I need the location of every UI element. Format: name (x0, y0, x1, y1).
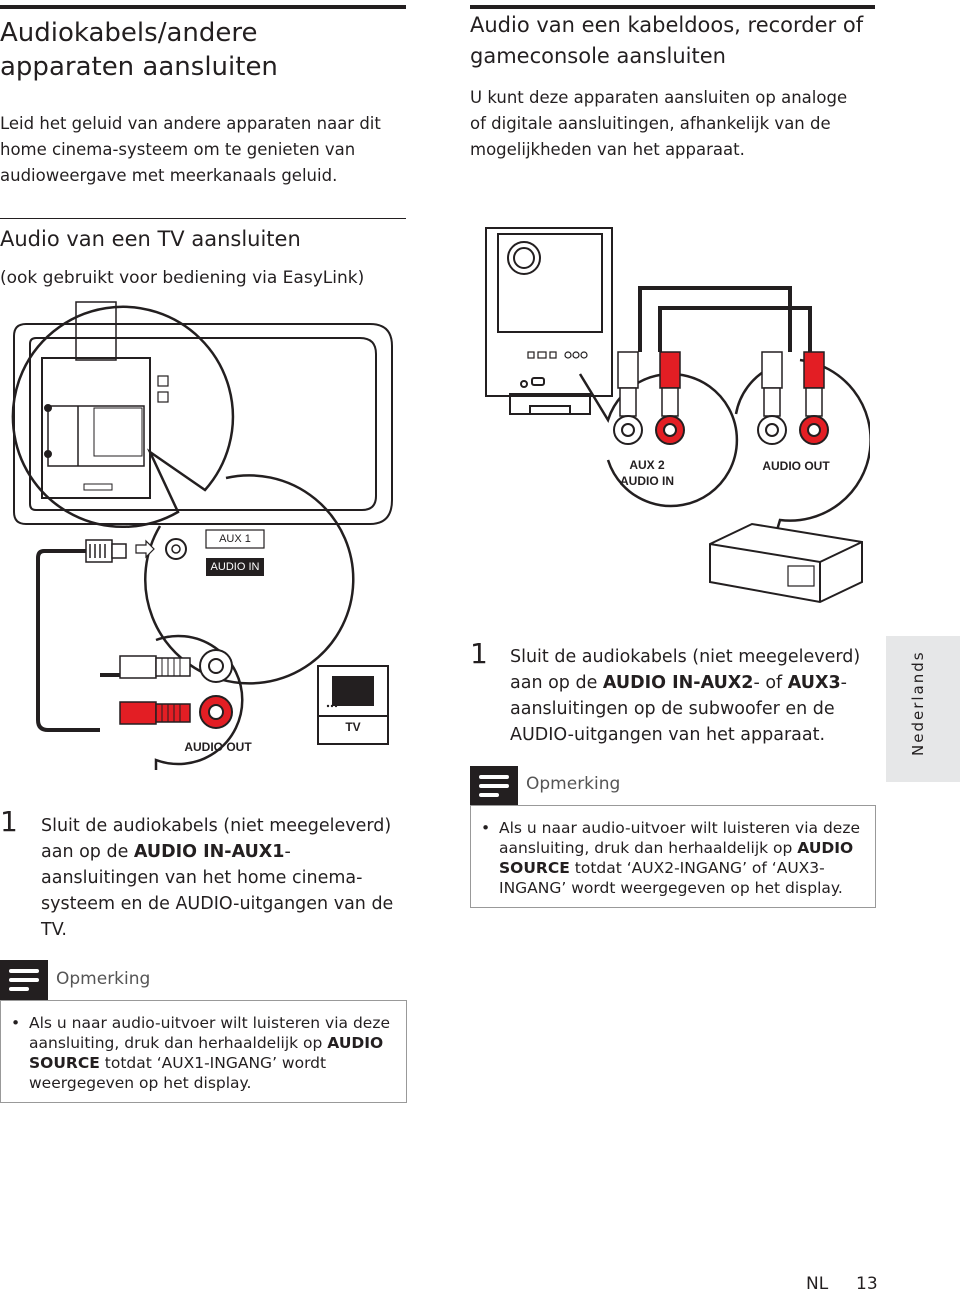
subwoofer (486, 228, 612, 414)
aux1-audio-in-label: AUDIO IN (210, 561, 260, 573)
aux1-label: AUX 1 (219, 533, 251, 545)
rca-plugs-device (758, 352, 828, 444)
note-box-left (0, 1000, 407, 1103)
intro-line: audioweergave met meerkanaals geluid. (0, 166, 338, 185)
intro-line: Leid het geluid van andere apparaten naar dit (0, 114, 381, 133)
tv-section-rule (0, 218, 406, 219)
rca-plugs-aux2 (614, 352, 684, 444)
step-line: Sluit de audiokabels (niet meegeleverd) (41, 816, 392, 836)
intro-line: U kunt deze apparaten aansluiten op analoge (470, 88, 848, 107)
step-number-right: 1 (470, 637, 488, 670)
intro-line: of digitale aansluitingen, afhankelijk van de (470, 114, 831, 133)
subwoofer-connection-diagram (470, 224, 870, 614)
step-text-right (510, 644, 880, 748)
intro-line: home cinema-systeem om te genieten van (0, 140, 356, 159)
title-line: apparaten aansluiten (0, 52, 278, 82)
tv-section-subtitle: (ook gebruikt voor bediening via EasyLink) (0, 268, 365, 288)
tv-connection-diagram (0, 300, 460, 770)
footer-language: NL (806, 1274, 829, 1294)
step-line: Sluit de audiokabels (niet meegeleverd) (510, 647, 861, 667)
title-line: Audio van een kabeldoos, recorder of (470, 13, 864, 37)
step-line: aan op de AUDIO IN-AUX1- (41, 842, 291, 862)
note-item: • Als u naar audio-uitvoer wilt luisteren via deze aansluiting, druk dan herhaaldelijk op AUDIO SOURCE totdat ‘AUX1-INGANG’ wordt weergegeven op het display. (29, 1013, 394, 1093)
section-title-left (0, 16, 410, 84)
step-line: aan op de AUDIO IN-AUX2- of AUX3- (510, 673, 847, 693)
step-line: TV. (41, 920, 67, 940)
cable (38, 551, 100, 730)
rca-plugs (120, 656, 190, 724)
note-icon (470, 766, 518, 806)
aux1-callout (13, 307, 353, 684)
language-side-tab (886, 636, 960, 782)
note-box-right (470, 805, 876, 908)
title-line: Audiokabels/andere (0, 18, 258, 48)
section-title-right (470, 10, 890, 72)
tv-audio-out-label: AUDIO OUT (184, 740, 252, 754)
step-line: aansluitingen op de subwoofer en de (510, 699, 835, 719)
title-line: gameconsole aansluiten (470, 44, 726, 68)
home-cinema-unit (14, 302, 392, 524)
note-icon (0, 960, 48, 1000)
note-label-left: Opmerking (56, 969, 151, 989)
step-line: systeem en de AUDIO-uitgangen van de (41, 894, 394, 914)
tv-section-title: Audio van een TV aansluiten (0, 227, 301, 251)
tv-label: TV (345, 720, 361, 734)
side-tab-label: Nederlands (909, 650, 927, 756)
note-item: • Als u naar audio-uitvoer wilt luisteren via deze aansluiting, druk dan herhaaldelijk op AUDIO SOURCE totdat ‘AUX2-INGANG’ of ‘AUX3- INGANG’ wordt weergegeven op het display. (499, 818, 863, 898)
mini-jack-plug (86, 539, 186, 562)
intro-line: mogelijkheden van het apparaat. (470, 140, 745, 159)
step-line: AUDIO-uitgangen van het apparaat. (510, 725, 826, 745)
external-device (710, 524, 862, 602)
footer-page-number: 13 (856, 1274, 878, 1294)
step-text-left (41, 813, 411, 943)
top-rule-right (470, 5, 875, 9)
subwoofer-ports (528, 352, 587, 358)
step-line: aansluitingen van het home cinema- (41, 868, 363, 888)
aux2-audio-in-label: AUDIO IN (620, 474, 674, 488)
step-number-left: 1 (0, 805, 18, 838)
device-audio-out-label: AUDIO OUT (762, 459, 830, 473)
note-label-right: Opmerking (526, 774, 621, 794)
aux2-label: AUX 2 (629, 458, 665, 472)
tv-audio-out-jacks (200, 650, 232, 728)
top-rule-left (0, 5, 406, 9)
intro-left (0, 111, 405, 189)
intro-right (470, 85, 875, 163)
